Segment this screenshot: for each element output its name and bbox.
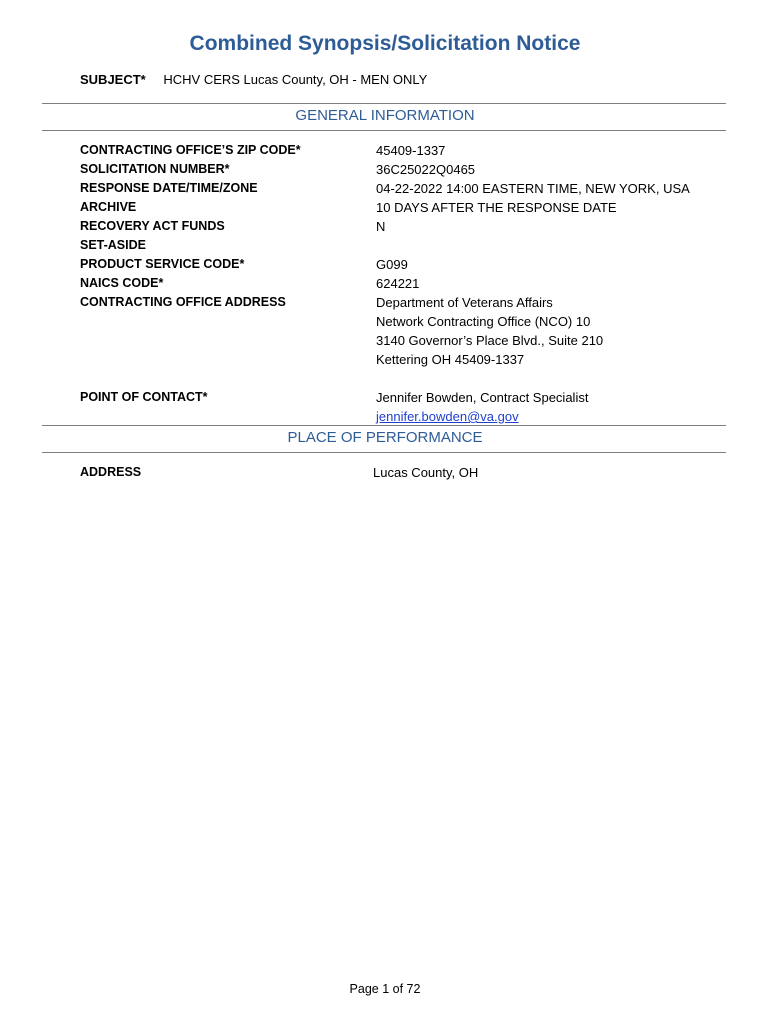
- address-line: Network Contracting Office (NCO) 10: [376, 314, 591, 329]
- contact-name: Jennifer Bowden, Contract Specialist: [376, 390, 589, 405]
- archive-value: 10 DAYS AFTER THE RESPONSE DATE: [376, 200, 617, 215]
- response-date-value: 04-22-2022 14:00 EASTERN TIME, NEW YORK, USA: [376, 181, 690, 196]
- point-of-contact-value: [376, 388, 588, 426]
- section-divider: [42, 103, 726, 104]
- set-aside-label: SET-ASIDE: [80, 238, 146, 252]
- address-line: Department of Veterans Affairs: [376, 295, 553, 310]
- address-line: Kettering OH 45409-1337: [376, 352, 525, 367]
- page-number: Page 1 of 72: [349, 982, 421, 996]
- document-title: Combined Synopsis/Solicitation Notice: [189, 32, 581, 55]
- subject-value: HCHV CERS Lucas County, OH - MEN ONLY: [163, 72, 428, 87]
- recovery-act-funds-value: N: [376, 219, 386, 234]
- place-of-performance-heading: PLACE OF PERFORMANCE: [287, 429, 483, 446]
- solicitation-number-value: 36C25022Q0465: [376, 162, 476, 177]
- section-divider: [42, 425, 726, 426]
- subject-row: [80, 72, 427, 87]
- section-divider: [42, 130, 726, 131]
- archive-label: ARCHIVE: [80, 200, 137, 214]
- naics-code-label: NAICS CODE*: [80, 276, 164, 290]
- contact-email-link[interactable]: jennifer.bowden@va.gov: [376, 409, 519, 424]
- performance-address-value: Lucas County, OH: [373, 465, 479, 480]
- subject-label: SUBJECT*: [80, 72, 146, 87]
- zip-code-value: 45409-1337: [376, 143, 446, 158]
- general-information-heading: GENERAL INFORMATION: [295, 107, 475, 124]
- recovery-act-funds-label: RECOVERY ACT FUNDS: [80, 219, 225, 233]
- contracting-office-address-value: [376, 293, 603, 369]
- address-line: 3140 Governor’s Place Blvd., Suite 210: [376, 333, 604, 348]
- solicitation-number-label: SOLICITATION NUMBER*: [80, 162, 230, 176]
- product-service-code-label: PRODUCT SERVICE CODE*: [80, 257, 245, 271]
- section-divider: [42, 452, 726, 453]
- zip-code-label: CONTRACTING OFFICE’S ZIP CODE*: [80, 143, 301, 157]
- response-date-label: RESPONSE DATE/TIME/ZONE: [80, 181, 258, 195]
- naics-code-value: 624221: [376, 276, 420, 291]
- product-service-code-value: G099: [376, 257, 408, 272]
- contracting-office-address-label: CONTRACTING OFFICE ADDRESS: [80, 295, 286, 309]
- performance-address-label: ADDRESS: [80, 465, 142, 479]
- point-of-contact-label: POINT OF CONTACT*: [80, 390, 208, 404]
